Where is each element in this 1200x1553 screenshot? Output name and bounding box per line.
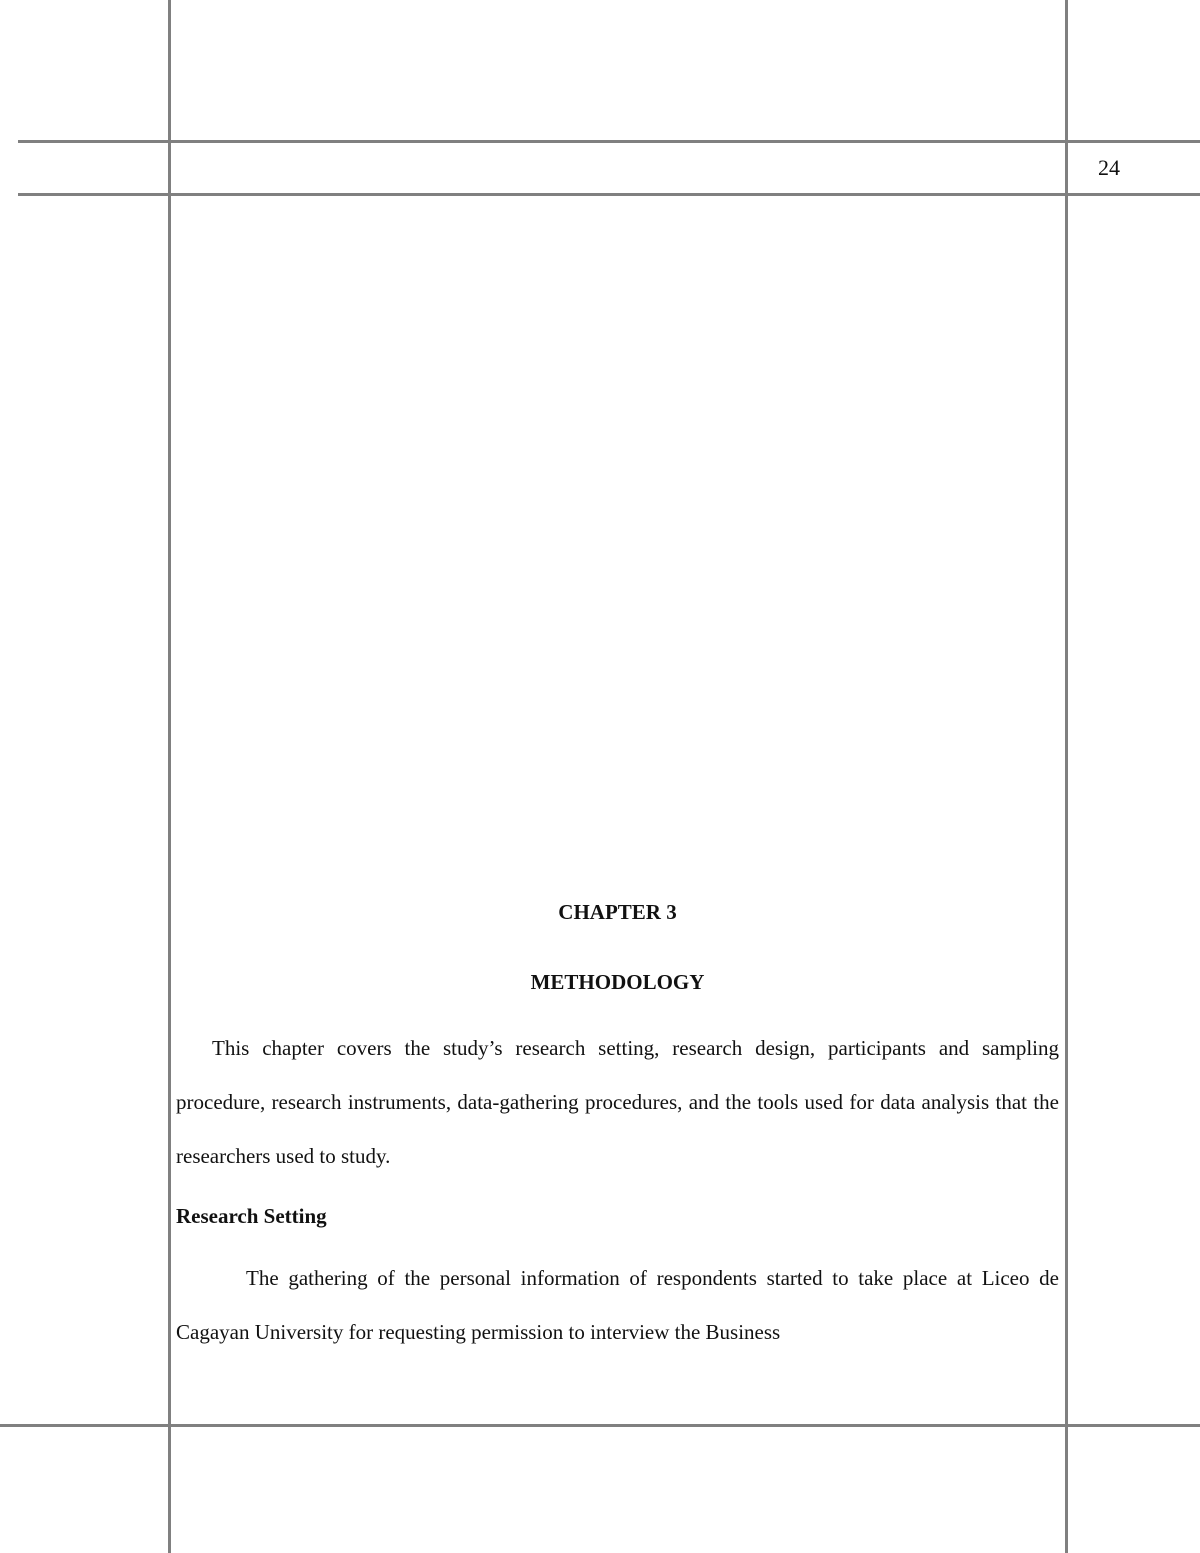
chapter-label: CHAPTER 3 [558, 900, 677, 924]
margin-guide-right [1065, 0, 1068, 1553]
chapter-title: METHODOLOGY [530, 970, 705, 994]
footer-guide [0, 1424, 1200, 1427]
margin-guide-left [168, 0, 171, 1553]
section-paragraph: The gathering of the personal information of respondents started to take place at Liceo de Cagayan University for requesting permission to interview the Business [176, 1266, 1059, 1344]
header-guide-bottom [18, 193, 1200, 196]
intro-paragraph: This chapter covers the study’s research setting, research design, participants and sampling procedure, research instruments, data-gathering procedures, and the tools used for data analysis that the researchers used to study. [176, 1036, 1059, 1168]
document-body [176, 897, 1059, 1359]
section-heading: Research Setting [176, 1204, 327, 1228]
page-number: 24 [1098, 155, 1120, 180]
header-guide-top [18, 140, 1200, 143]
